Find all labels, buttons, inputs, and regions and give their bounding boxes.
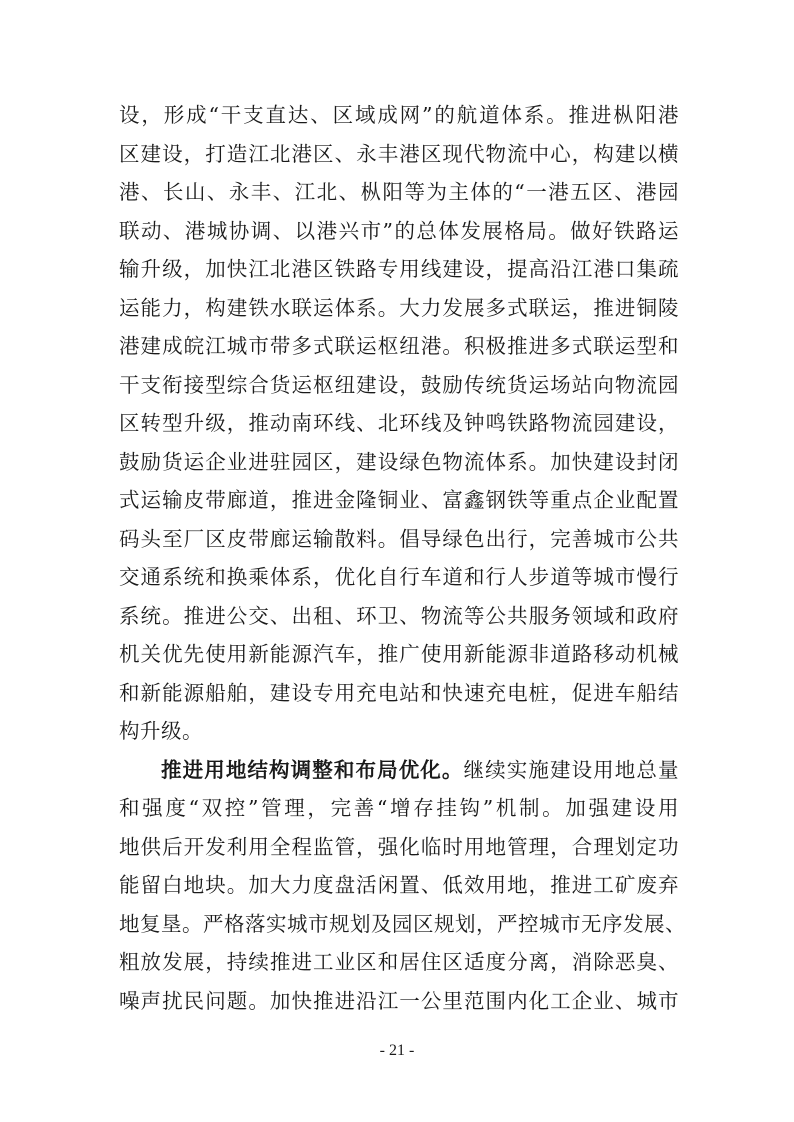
text-line: 联动、港城协调、以港兴市”的总体发展格局。做好铁路运 xyxy=(119,218,679,243)
text-line: 运能力，构建铁水联运体系。大力发展多式联运，推进铜陵 xyxy=(119,295,679,320)
paragraph-land-use xyxy=(119,751,686,1021)
text-line: 输升级，加快江北港区铁路专用线建设，提高沿江港口集疏 xyxy=(119,257,679,281)
text-line: 交通系统和换乘体系，优化自行车道和行人步道等城市慢行 xyxy=(119,565,679,589)
text-line-first xyxy=(119,751,679,790)
text-line: 机关优先使用新能源汽车，推广使用新能源非道路移动机械 xyxy=(119,642,679,666)
text-line: 构升级。 xyxy=(119,719,203,743)
text-line: 码头至厂区皮带廊运输散料。倡导绿色出行，完善城市公共 xyxy=(119,526,679,551)
text-line: 区建设，打造江北港区、永丰港区现代物流中心，构建以横 xyxy=(119,141,679,166)
text-line-rest: 继续实施建设用地总量 xyxy=(463,757,680,782)
text-line: 区转型升级，推动南环线、北环线及钟鸣铁路物流园建设， xyxy=(119,411,679,435)
text-line: 鼓励货运企业进驻园区，建设绿色物流体系。加快建设封闭 xyxy=(119,449,679,474)
text-line: 干支衔接型综合货运枢纽建设，鼓励传统货运场站向物流园 xyxy=(119,372,679,397)
text-line: 和新能源船舶，建设专用充电站和快速充电桩，促进车船结 xyxy=(119,680,679,705)
text-line: 能留白地块。加大力度盘活闲置、低效用地，推进工矿废弃 xyxy=(119,873,679,897)
text-line: 设，形成“干支直达、区域成网”的航道体系。推进枞阳港 xyxy=(119,103,679,127)
text-line: 和强度“双控”管理，完善“增存挂钩”机制。加强建设用 xyxy=(119,796,679,820)
paragraph-lead-heading: 推进用地结构调整和布局优化。 xyxy=(161,757,464,782)
text-line: 地复垦。严格落实城市规划及园区规划，严控城市无序发展、 xyxy=(119,911,686,936)
body-text xyxy=(119,96,686,1020)
text-line: 港建成皖江城市带多式联运枢纽港。积极推进多式联运型和 xyxy=(119,334,679,358)
text-line: 系统。推进公交、出租、环卫、物流等公共服务领域和政府 xyxy=(119,603,679,628)
text-line: 式运输皮带廊道，推进金隆铜业、富鑫钢铁等重点企业配置 xyxy=(119,488,679,512)
text-line: 粗放发展，持续推进工业区和居住区适度分离，消除恶臭、 xyxy=(119,950,679,974)
text-line: 地供后开发利用全程监管，强化临时用地管理，合理划定功 xyxy=(119,834,679,859)
text-line: 港、长山、永丰、江北、枞阳等为主体的“一港五区、港园 xyxy=(119,180,679,204)
text-line: 噪声扰民问题。加快推进沿江一公里范围内化工企业、城市 xyxy=(119,988,679,1013)
paragraph-transport xyxy=(119,96,679,751)
page-number: - 21 - xyxy=(379,1042,415,1059)
